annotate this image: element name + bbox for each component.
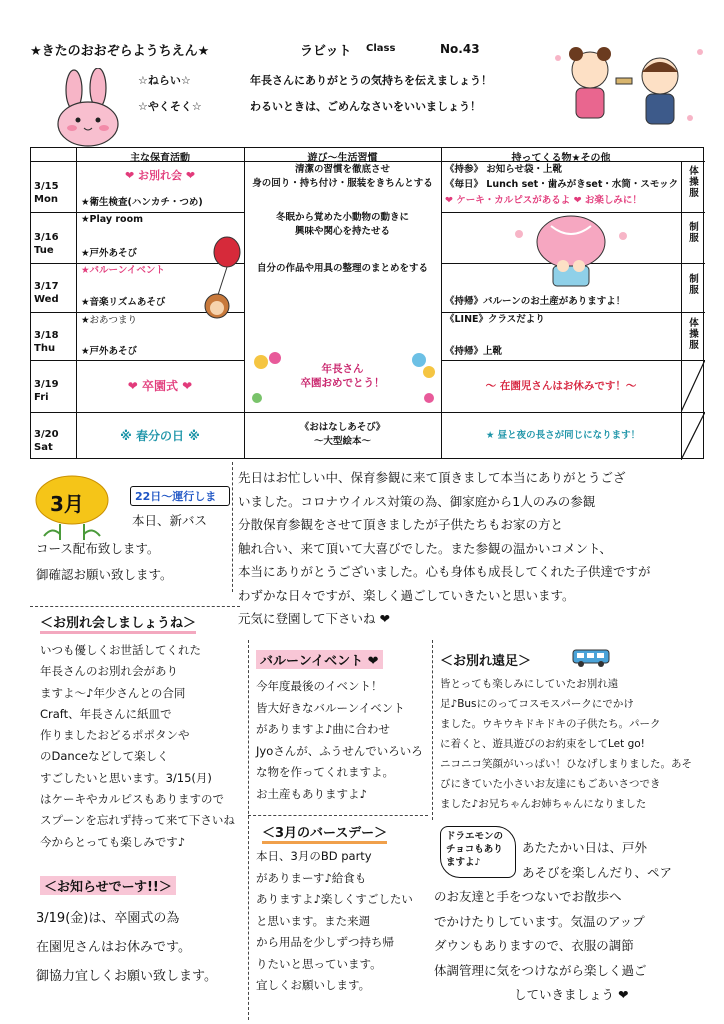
date-row-3	[34, 280, 59, 306]
goal-text: 年長さんにありがとうの気持ちを伝えましょう！	[250, 74, 492, 87]
spring-line: ダウンもありますので、衣服の調節	[434, 938, 634, 953]
date: 3/19	[34, 379, 59, 390]
header-main-activities: 主な保育活動	[130, 153, 190, 164]
trip-line: 皆とっても楽しみにしていたお別れ遠	[440, 678, 619, 690]
bring-item: 《持参》 お知らせ袋・上靴	[445, 164, 563, 175]
main-activity: ★バルーンイベント	[81, 265, 165, 276]
spring-line: のお友達と手をつないでお散歩へ	[434, 889, 622, 904]
greeting-line: 先日はお忙しい中、保育参観に来て頂きまして本当にありがとうござ	[238, 470, 626, 485]
farewell-line: 年長さんのお別れ会があり	[40, 664, 178, 679]
empty-uniform-cells	[681, 360, 705, 460]
uniform-type: 制服	[689, 274, 699, 296]
bring-item: 《持帰》バルーンのお土産がありますよ！	[445, 296, 626, 307]
trip-line: ました♪お兄ちゃんお姉ちゃんになりました	[440, 798, 647, 810]
bring-item: ★ 昼と夜の長さが同じになります！	[485, 430, 641, 441]
play-habit-text: 自分の作品や用具の整理のまとめをする	[256, 263, 428, 274]
info-line: 御協力宜しくお願い致します。	[36, 969, 217, 984]
greeting-message	[238, 466, 708, 631]
spring-text	[434, 836, 710, 1008]
date-row-6	[34, 428, 59, 454]
doraemon-line: ますよ♪	[446, 857, 481, 868]
date-row-5	[34, 378, 59, 404]
farewell-line: 今からとっても楽しみです♪	[40, 834, 186, 849]
promise-label: ☆やくそく☆	[138, 100, 202, 113]
main-activity: ★おあつまり	[81, 315, 138, 326]
birthday-line: から用品を少しずつ持ち帰	[256, 935, 394, 949]
play-habit-text: 興味や関心を持たせる	[294, 226, 390, 237]
main-activity: ※ 春分の日 ※	[120, 429, 200, 443]
farewell-line: Craft、年長さんに紙皿で	[40, 706, 172, 721]
trip-line: 足♪Busにのってコスモスパークにでかけ	[440, 698, 634, 710]
balloon-line: お土産もありますよ♪	[256, 786, 367, 801]
farewell-line: スプーンを忘れず持って来て下さいね	[40, 813, 235, 828]
play-habit-text: 冬眠から覚めた小動物の動きに	[275, 212, 409, 223]
farewell-line: ますよ～♪年少さんとの合同	[40, 685, 186, 700]
trip-text	[440, 674, 708, 814]
birthday-line: りたいと思っています。	[256, 956, 382, 971]
bus-icon	[572, 648, 612, 668]
birthday-title: ＜3月のバースデー＞	[262, 822, 387, 844]
spring-line: 体調管理に気をつけながら楽しく過ご	[434, 962, 647, 978]
balloon-line: 皆大好きなバルーンイベント	[256, 700, 405, 715]
date: 3/18	[34, 330, 59, 341]
weekly-schedule-table	[30, 147, 704, 459]
play-habit-text: ～大型絵本～	[313, 436, 371, 447]
bring-item: ～ 在園児さんはお休みです！～	[485, 380, 637, 392]
spring-line: でかけたりしています。気温のアップ	[434, 913, 645, 929]
bring-item: ❤ ケーキ・カルピスがあるよ ❤ お楽しみに！	[445, 195, 642, 206]
greeting-line: わずかな日々ですが、楽しく過ごしていきたいと思います。	[238, 587, 575, 603]
spring-line: していきましょう ❤	[514, 987, 629, 1002]
play-habit-text: 清潔の習慣を徹底させ	[294, 164, 390, 175]
header-play-habits: 遊び～生活習慣	[307, 153, 378, 164]
birthday-line: 本日、3月のBD party	[256, 849, 372, 863]
info-text	[36, 904, 246, 991]
school-title: ★きたのおおぞらようちえん★	[30, 44, 210, 59]
trip-line: ニコニコ笑顔がいっぱい！ひなげしまりました。あそ	[440, 758, 692, 770]
graduating-kids-illustration	[550, 38, 710, 138]
doraemon-line: チョコもあり	[446, 844, 503, 855]
birthday-line: と思います。また来週	[256, 913, 371, 928]
congrats-text: 年長さん	[321, 363, 364, 375]
main-activity: ★音楽リズムあそび	[81, 297, 166, 308]
greeting-line: 本当にありがとうございました。心も身体も成長してくれた子供達ですが	[238, 564, 651, 579]
balloon-line: Jyoさんが、ふうせんでいろいろ	[256, 743, 423, 758]
info-title: ＜お知らせでーす!!＞	[40, 876, 176, 895]
header-items-to-bring: 持ってくる物★その他	[511, 153, 611, 164]
date: 3/16	[34, 232, 59, 243]
birthday-line: 宜しくお願いします。	[256, 978, 371, 992]
issue-number: No.43	[440, 42, 480, 56]
date: 3/15	[34, 181, 59, 192]
farewell-title: ＜お別れ会しましょうね＞	[40, 612, 196, 634]
farewell-line: いつも優しくお世話してくれた	[40, 643, 201, 657]
spring-line: あたたかい日は、戸外	[522, 840, 648, 855]
weekday: Mon	[34, 194, 58, 205]
weekday: Sat	[34, 442, 53, 453]
uniform-type: 制服	[689, 222, 699, 244]
greeting-line: 触れ合い、来て頂いて大喜びでした。また参観の温かいコメント、	[238, 540, 612, 556]
info-line: 3/19(金)は、卒園式の為	[36, 911, 180, 926]
main-activity: ★Play room	[81, 214, 143, 225]
promise-text: わるいときは、ごめんなさいをいいましょう！	[250, 100, 481, 113]
goal-label: ☆ねらい☆	[138, 74, 191, 87]
birthday-line: がありまーす♪給食も	[256, 870, 367, 885]
birthday-line: ありますよ♪楽しくすごしたい	[256, 892, 413, 906]
spring-line: あそびを楽しんだり、ペア	[522, 864, 673, 880]
month-badge: 3月	[50, 492, 84, 516]
balloon-event-title: バルーンイベント ❤	[256, 650, 383, 669]
bring-item: 《持帰》上靴	[445, 346, 503, 357]
date: 3/17	[34, 281, 59, 292]
class-name: ラビット	[300, 44, 352, 59]
farewell-line: のDanceなどして楽しく	[40, 749, 169, 764]
farewell-text	[40, 640, 245, 853]
greeting-line: 元気に登園して下さいね ❤	[238, 611, 390, 626]
bring-item: 《毎日》 Lunch set・歯みがきset・水筒・スモック	[445, 179, 679, 190]
weekday: Fri	[34, 392, 49, 403]
balloon-event-text	[256, 676, 428, 805]
balloon-line: な物を作ってくれますよ。	[256, 765, 394, 779]
bus-note-line: 御確認お願い致します。	[36, 567, 173, 582]
class-label: Class	[366, 43, 396, 54]
bring-item: 《LINE》クラスだより	[445, 314, 545, 325]
trip-line: びにきていた小さいお友達にもごあいさつでき	[440, 778, 661, 790]
play-habit-text: 身の回り・持ち付け・服装をきちんとする	[252, 178, 433, 189]
main-activity: ❤ 卒園式 ❤	[127, 379, 193, 393]
main-activity: ★戸外あそび	[81, 248, 138, 259]
birthday-text	[256, 846, 432, 997]
trip-title: ＜お別れ遠足＞	[440, 654, 532, 669]
balloon-monkey-illustration	[199, 236, 243, 328]
greeting-line: いました。コロナウイルス対策の為、御家庭から1人のみの参観	[238, 493, 596, 509]
date: 3/20	[34, 429, 59, 440]
main-activity: ❤ お別れ会 ❤	[124, 169, 196, 182]
hot-air-balloon-illustration	[511, 214, 631, 294]
greeting-line: 分散保育参観をさせて頂きましたが子供たちもお家の方と	[238, 517, 564, 532]
bus-note-line: 本日、新バス	[132, 513, 208, 528]
uniform-type: 体操服	[689, 166, 699, 199]
balloon-line: 今年度最後のイベント！	[256, 679, 383, 693]
info-line: 在園児さんはお休みです。	[36, 940, 191, 955]
weekday: Tue	[34, 245, 54, 256]
farewell-line: 作りましたおどるポポタンや	[40, 728, 190, 743]
trip-line: ました。ウキウキドキドキの子供たち。パーク	[440, 718, 661, 730]
rabbit-illustration	[52, 68, 126, 148]
date-row-2	[34, 231, 59, 257]
uniform-type: 体操服	[689, 318, 699, 351]
weekday: Wed	[34, 294, 59, 305]
farewell-line: はケーキやカルピスもありますので	[40, 792, 224, 807]
weekday: Thu	[34, 343, 56, 354]
bus-operation-tag: 22日～運行しま	[130, 486, 230, 506]
balloon-line: がありますよ♪曲に合わせ	[256, 722, 390, 736]
bus-note-line: コース配布致します。	[36, 541, 160, 556]
main-activity: ★衛生検査(ハンカチ・つめ)	[81, 197, 203, 208]
date-row-1	[34, 180, 59, 206]
main-activity: ★戸外あそび	[81, 346, 138, 357]
trip-line: に着くと、遊具遊びのお約束をしてLet go!	[440, 738, 645, 750]
play-habit-text: 《おはなしあそび》	[299, 422, 386, 433]
date-row-4	[34, 329, 59, 355]
doraemon-line: ドラエモンの	[446, 831, 504, 842]
congrats-text: 卒園おめでとう！	[300, 377, 385, 389]
farewell-line: すごしたいと思います。3/15(月)	[40, 770, 212, 785]
